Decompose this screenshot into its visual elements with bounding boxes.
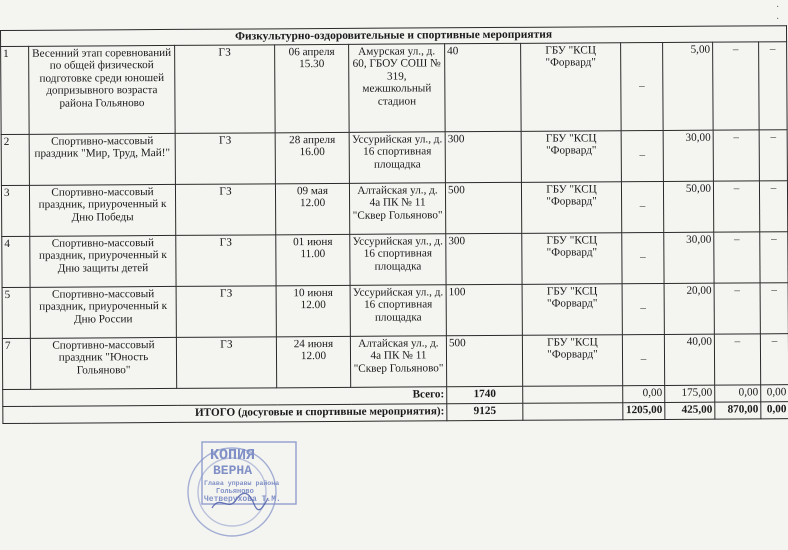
event-place: Алтайская ул., д. 4а ПК № 11 "Сквер Гольяново" — [350, 335, 446, 387]
total-col-3: 0,00 — [715, 384, 761, 401]
funding-type: ГЗ — [176, 285, 276, 337]
row-number: 5 — [2, 287, 30, 338]
amount-col-3: – — [714, 231, 760, 282]
organizer: ГБУ "КСЦ "Форвард" — [522, 232, 622, 284]
row-number: 2 — [1, 134, 29, 185]
organizer: ГБУ "КСЦ "Форвард" — [522, 334, 622, 386]
total-label: Всего: — [3, 386, 447, 406]
signature — [210, 490, 270, 515]
event-datetime — [275, 183, 349, 234]
participants: 300 — [445, 131, 521, 182]
organizer: ГБУ "КСЦ "Форвард" — [521, 130, 621, 182]
amount-col-3: – — [714, 333, 760, 384]
amount-col-1: – — [622, 283, 664, 334]
total-empty — [523, 385, 623, 403]
amount-col-3: – — [714, 282, 760, 333]
row-number: 1 — [1, 46, 30, 134]
event-place: Алтайская ул., д. 4а ПК № 11 "Сквер Гольяново" — [349, 182, 445, 234]
grand-total-col-2: 425,00 — [665, 402, 715, 419]
event-place: Уссурийская ул., д. 16 спортивная площадка — [349, 131, 445, 183]
event-name: Спортивно-массовый праздник "Юность Гольяново" — [30, 337, 176, 389]
event-time: 11.00 — [300, 248, 326, 261]
event-datetime — [276, 336, 350, 387]
svg-text:Гольяново: Гольяново — [216, 488, 254, 496]
amount-col-2: 30,00 — [664, 232, 714, 283]
table-row — [1, 129, 787, 185]
event-name: Спортивно-массовый праздник, приуроченный к Дню Победы — [29, 184, 175, 236]
events-table — [0, 25, 788, 423]
amount-col-2: 30,00 — [663, 130, 713, 181]
total-col-1: 0,00 — [623, 385, 665, 402]
event-name: Спортивно-массовый праздник, приуроченный к Дню России — [30, 286, 176, 338]
participants: 500 — [445, 182, 521, 233]
amount-col-4: – — [760, 282, 788, 333]
event-place: Уссурийская ул., д. 16 спортивная площадка — [350, 233, 446, 285]
amount-col-1: – — [622, 232, 664, 283]
grand-total-participants: 9125 — [447, 403, 523, 420]
event-date: 01 июня — [293, 235, 333, 248]
amount-col-2: 40,00 — [664, 334, 714, 385]
amount-col-3: – — [713, 41, 760, 129]
amount-col-2: 50,00 — [663, 181, 713, 232]
total-participants: 1740 — [447, 386, 523, 403]
amount-col-3: – — [713, 180, 759, 231]
grand-total-col-4: 0,00 — [761, 401, 788, 418]
event-date: 09 мая — [296, 184, 329, 197]
table-row — [2, 282, 788, 338]
participants: 100 — [446, 284, 522, 335]
event-datetime — [276, 234, 350, 285]
amount-col-4: – — [760, 231, 788, 282]
total-col-2: 175,00 — [665, 385, 715, 402]
section-title: Физкультурно-оздоровительные и спортивные мероприятия — [1, 26, 787, 46]
amount-col-1: – — [621, 181, 663, 232]
grand-total-label: ИТОГО (досуговые и спортивные мероприятия): — [3, 403, 447, 423]
svg-text:Четверухова Т.М.: Четверухова Т.М. — [204, 495, 281, 504]
event-date: 06 апреля — [288, 45, 335, 58]
svg-text:Глава управы района: Глава управы района — [204, 480, 280, 487]
row-number: 3 — [1, 185, 29, 236]
amount-col-4: – — [759, 129, 787, 180]
amount-col-4: – — [760, 333, 788, 384]
grand-total-col-3: 870,00 — [715, 401, 761, 418]
event-time: 12.00 — [300, 350, 327, 363]
amount-col-3: – — [713, 129, 759, 180]
event-date: 28 апреля — [289, 133, 336, 146]
amount-col-4: – — [759, 180, 787, 231]
official-stamp — [180, 432, 300, 544]
participants: 300 — [446, 233, 522, 284]
amount-col-1: – — [621, 42, 664, 130]
amount-col-1: – — [621, 130, 663, 181]
total-col-4: 0,00 — [761, 384, 788, 401]
event-name: Спортивно-массовый праздник "Мир, Труд, Май!" — [29, 133, 175, 185]
organizer: ГБУ "КСЦ "Форвард" — [521, 42, 622, 131]
funding-type: ГЗ — [175, 183, 275, 235]
participants: 500 — [446, 335, 522, 386]
table-row — [2, 231, 788, 287]
amount-col-2: 20,00 — [664, 283, 714, 334]
event-time: 15.30 — [299, 58, 325, 71]
event-place: Амурская ул., д. 60, ГБОУ СОШ № 319, межшкольный стадион — [349, 43, 446, 132]
organizer: ГБУ "КСЦ "Форвард" — [521, 181, 621, 233]
funding-type: ГЗ — [176, 234, 276, 286]
event-datetime — [275, 44, 350, 132]
funding-type: ГЗ — [175, 132, 275, 184]
amount-col-2: 5,00 — [663, 42, 714, 130]
event-date: 24 июня — [293, 337, 334, 350]
amount-col-4: – — [759, 41, 788, 129]
event-name: Спортивно-массовый праздник, приуроченный к Дню защиты детей — [30, 235, 176, 287]
event-place: Уссурийская ул., д. 16 спортивная площадка — [350, 284, 446, 336]
grand-total-col-1: 1205,00 — [623, 402, 665, 419]
svg-text:ВЕРНА: ВЕРНА — [213, 463, 253, 478]
amount-col-1: – — [622, 334, 664, 385]
funding-type: ГЗ — [175, 44, 276, 133]
row-number: 4 — [2, 236, 30, 287]
grand-total-row — [3, 401, 788, 423]
table-row — [1, 41, 788, 134]
event-time: 16.00 — [299, 146, 325, 159]
page-edge-marks: · · — [776, 2, 780, 25]
event-time: 12.00 — [300, 299, 326, 312]
event-datetime — [275, 132, 349, 183]
organizer: ГБУ "КСЦ "Форвард" — [522, 283, 622, 335]
row-number: 7 — [2, 338, 30, 389]
event-name: Весенний этап соревнований по общей физической подготовке среди юношей допризывного возраста района Гольяново — [29, 45, 176, 134]
participants: 40 — [445, 43, 522, 131]
event-date: 10 июня — [293, 286, 333, 299]
table-row — [2, 333, 788, 389]
event-datetime — [276, 285, 350, 336]
grand-total-empty — [523, 402, 623, 420]
table-row — [1, 180, 787, 236]
svg-text:КОПИЯ: КОПИЯ — [210, 447, 256, 464]
event-time: 12.00 — [299, 197, 326, 210]
funding-type: ГЗ — [176, 336, 276, 388]
